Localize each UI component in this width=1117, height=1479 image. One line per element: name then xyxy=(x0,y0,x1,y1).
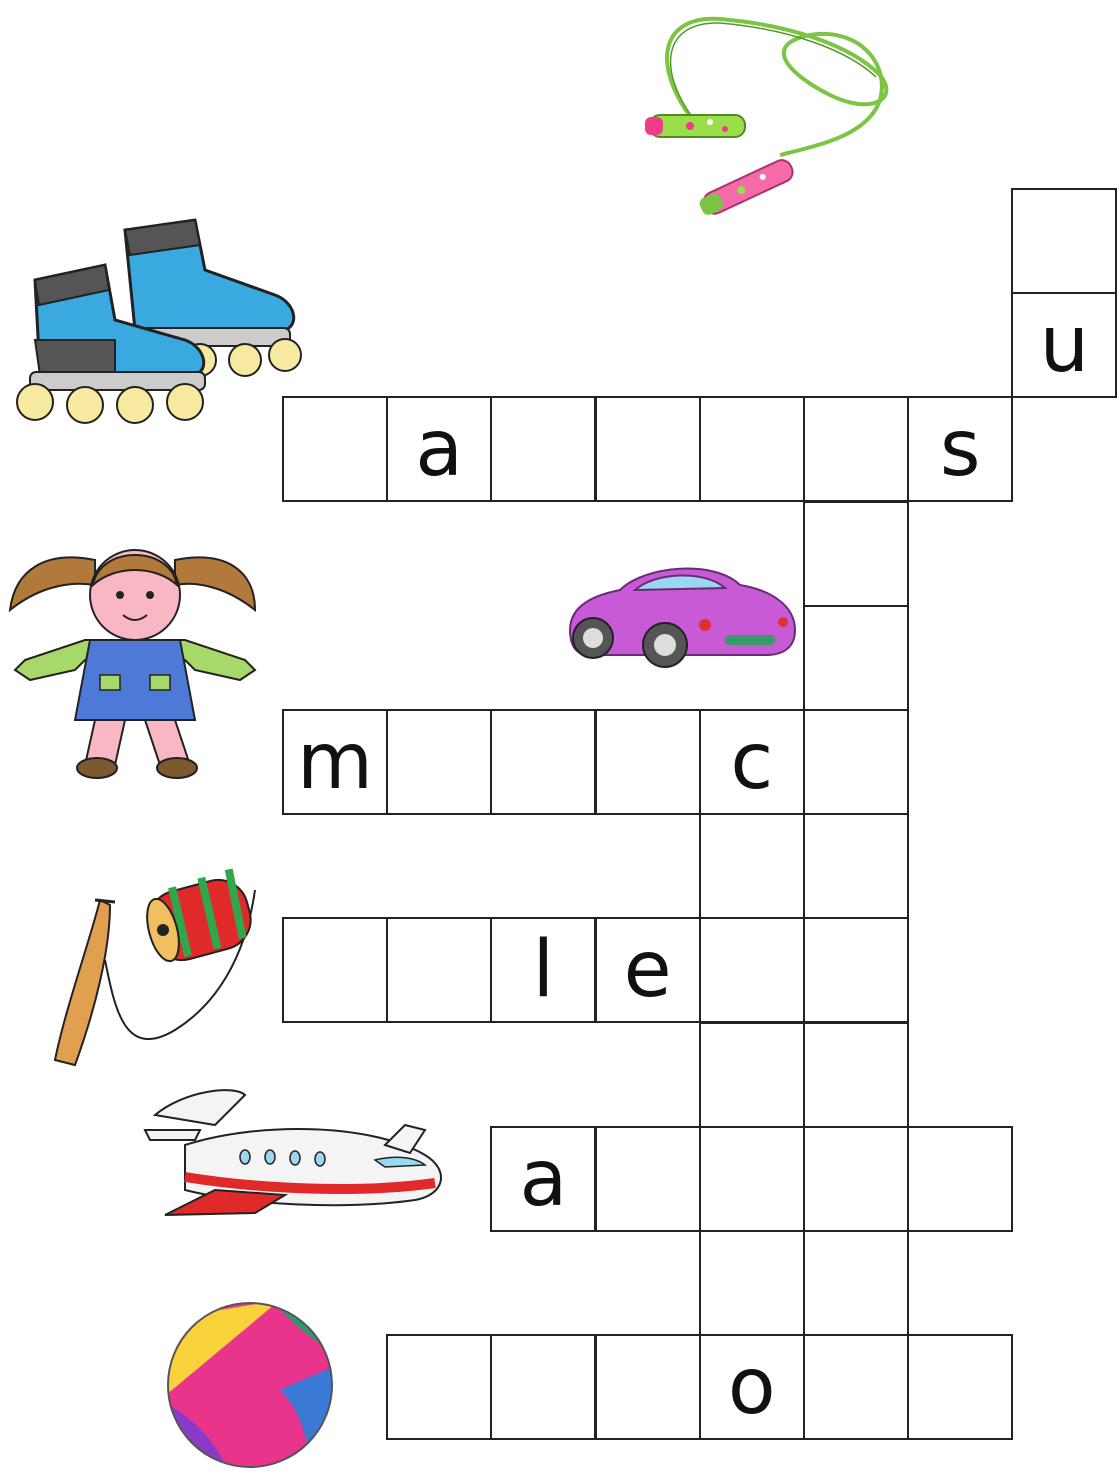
crossword-cell[interactable] xyxy=(699,1230,805,1336)
crossword-cell[interactable] xyxy=(907,1126,1013,1232)
crossword-cell[interactable] xyxy=(386,1334,492,1440)
crossword-cell[interactable] xyxy=(490,396,596,502)
crossword-cell[interactable]: a xyxy=(386,396,492,502)
crossword-cell[interactable] xyxy=(1011,188,1117,294)
crossword-cell[interactable] xyxy=(595,396,701,502)
crossword-cell[interactable] xyxy=(490,1334,596,1440)
crossword-cell[interactable] xyxy=(595,1334,701,1440)
crossword-cell[interactable] xyxy=(699,1022,805,1128)
crossword-cell[interactable] xyxy=(803,605,909,711)
crossword-cell[interactable]: m xyxy=(282,709,388,815)
crossword-cell[interactable] xyxy=(595,709,701,815)
crossword-cell[interactable] xyxy=(803,1230,909,1336)
crossword-cell[interactable] xyxy=(803,396,909,502)
crossword-cell[interactable] xyxy=(803,709,909,815)
crossword-cell[interactable] xyxy=(803,1022,909,1128)
crossword-cell[interactable]: a xyxy=(490,1126,596,1232)
crossword-cell[interactable] xyxy=(699,917,805,1023)
crossword-cell[interactable] xyxy=(803,501,909,607)
crossword-cell[interactable]: u xyxy=(1011,292,1117,398)
crossword-cell[interactable] xyxy=(699,396,805,502)
crossword-cell[interactable]: c xyxy=(699,709,805,815)
crossword-cell[interactable]: e xyxy=(595,917,701,1023)
crossword-cell[interactable] xyxy=(803,813,909,919)
crossword-cell[interactable]: s xyxy=(907,396,1013,502)
crossword-cell[interactable] xyxy=(803,917,909,1023)
crossword-cell[interactable] xyxy=(699,1126,805,1232)
crossword-cell[interactable] xyxy=(282,917,388,1023)
crossword-cell[interactable] xyxy=(490,709,596,815)
crossword-cell[interactable]: l xyxy=(490,917,596,1023)
crossword-cell[interactable] xyxy=(595,1126,701,1232)
crossword-cell[interactable]: o xyxy=(699,1334,805,1440)
crossword-cell[interactable] xyxy=(699,813,805,919)
crossword-cell[interactable] xyxy=(803,1334,909,1440)
crossword-cell[interactable] xyxy=(907,1334,1013,1440)
crossword-cell[interactable] xyxy=(386,917,492,1023)
crossword-cell[interactable] xyxy=(282,396,388,502)
crossword-cell[interactable] xyxy=(386,709,492,815)
crossword-cell[interactable] xyxy=(803,1126,909,1232)
